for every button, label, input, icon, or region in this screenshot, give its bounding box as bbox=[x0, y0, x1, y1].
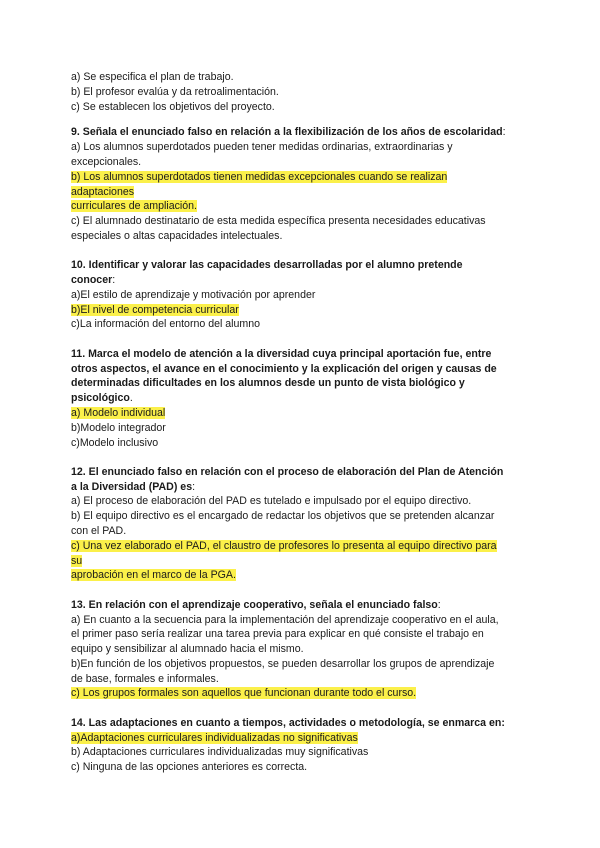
answer-option: a) Se especifica el plan de trabajo. bbox=[71, 71, 234, 83]
question-title: 12. El enunciado falso en relación con el proceso de elaboración del Plan de Atención bbox=[71, 465, 504, 478]
question-11 bbox=[71, 347, 541, 451]
answer-option: de base, formales e informales. bbox=[71, 672, 219, 685]
question-title: 13. En relación con el aprendizaje cooperativo, señala el enunciado falso: bbox=[71, 598, 441, 611]
answer-option: a) En cuanto a la secuencia para la implementación del aprendizaje cooperativo en el aula, bbox=[71, 613, 499, 626]
answer-option: equipo y sensibilizar al alumnado hacia el mismo. bbox=[71, 643, 304, 656]
correct-answer: b) Los alumnos superdotados tienen medidas excepcionales cuando se realizan bbox=[71, 170, 448, 183]
answer-option: b)Modelo integrador bbox=[71, 421, 166, 434]
question-title: a la Diversidad (PAD) es: bbox=[71, 480, 196, 493]
answer-option: con el PAD. bbox=[71, 525, 127, 538]
question-10 bbox=[71, 258, 541, 332]
answer-option: c) Ninguna de las opciones anteriores es correcta. bbox=[71, 761, 308, 774]
answer-option: c) El alumnado destinatario de esta medida específica presenta necesidades educativas bbox=[71, 215, 486, 228]
answer-option: c)La información del entorno del alumno bbox=[71, 318, 261, 331]
previous-answers bbox=[71, 70, 541, 114]
answer-option: b) El profesor evalúa y da retroalimentación. bbox=[71, 85, 279, 98]
question-title: determinadas dificultades en los alumnos desde un punto de vista biológico y bbox=[71, 377, 465, 390]
answer-option: c) Se establecen los objetivos del proyecto. bbox=[71, 100, 275, 113]
question-title: conocer: bbox=[71, 274, 116, 287]
question-title: 11. Marca el modelo de atención a la diversidad cuya principal aportación fue, entre bbox=[71, 347, 492, 360]
correct-answer: curriculares de ampliación. bbox=[71, 200, 198, 213]
correct-answer: a) Modelo individual bbox=[71, 406, 166, 419]
question-title: 9. Señala el enunciado falso en relación a la flexibilización de los años de escolaridad: bbox=[71, 126, 506, 139]
answer-option: b) Adaptaciones curriculares individualizadas muy significativas bbox=[71, 746, 369, 759]
answer-option: a)El estilo de aprendizaje y motivación por aprender bbox=[71, 288, 316, 301]
correct-answer: c) Los grupos formales son aquellos que funcionan durante todo el curso. bbox=[71, 687, 417, 700]
answer-option: excepcionales. bbox=[71, 155, 142, 168]
question-14 bbox=[71, 716, 541, 775]
answer-option: b) El equipo directivo es el encargado de redactar los objetivos que se pretenden alcanzar bbox=[71, 510, 495, 523]
correct-answer: adaptaciones bbox=[71, 185, 135, 198]
correct-answer: c) Una vez elaborado el PAD, el claustro de profesores lo presenta al equipo directivo para bbox=[71, 539, 497, 552]
answer-option: el primer paso sería realizar una tarea previa para explicar en qué consiste el trabajo en bbox=[71, 628, 484, 641]
correct-answer: a)Adaptaciones curriculares individualizadas no significativas bbox=[71, 731, 358, 744]
answer-option: a) El proceso de elaboración del PAD es tutelado e impulsado por el equipo directivo. bbox=[71, 495, 472, 508]
answer-option: especiales o altas capacidades intelectuales. bbox=[71, 229, 283, 242]
question-title: psicológico. bbox=[71, 392, 133, 405]
correct-answer: b)El nivel de competencia curricular bbox=[71, 303, 239, 316]
answer-option: b)En función de los objetivos propuestos, se pueden desarrollar los grupos de aprendizaje bbox=[71, 657, 495, 670]
question-title: 10. Identificar y valorar las capacidades desarrolladas por el alumno pretende bbox=[71, 259, 463, 272]
correct-answer: aprobación en el marco de la PGA. bbox=[71, 569, 236, 582]
question-title: otros aspectos, el avance en el conocimiento y la explicación del origen y causas de bbox=[71, 362, 497, 375]
document-page bbox=[71, 70, 541, 775]
answer-option: c)Modelo inclusivo bbox=[71, 436, 159, 449]
correct-answer: su bbox=[71, 554, 83, 567]
question-12 bbox=[71, 465, 541, 583]
question-title: 14. Las adaptaciones en cuanto a tiempos, actividades o metodología, se enmarca en: bbox=[71, 716, 505, 729]
question-9 bbox=[71, 125, 541, 243]
question-13 bbox=[71, 598, 541, 702]
answer-option: a) Los alumnos superdotados pueden tener medidas ordinarias, extraordinarias y bbox=[71, 141, 453, 154]
